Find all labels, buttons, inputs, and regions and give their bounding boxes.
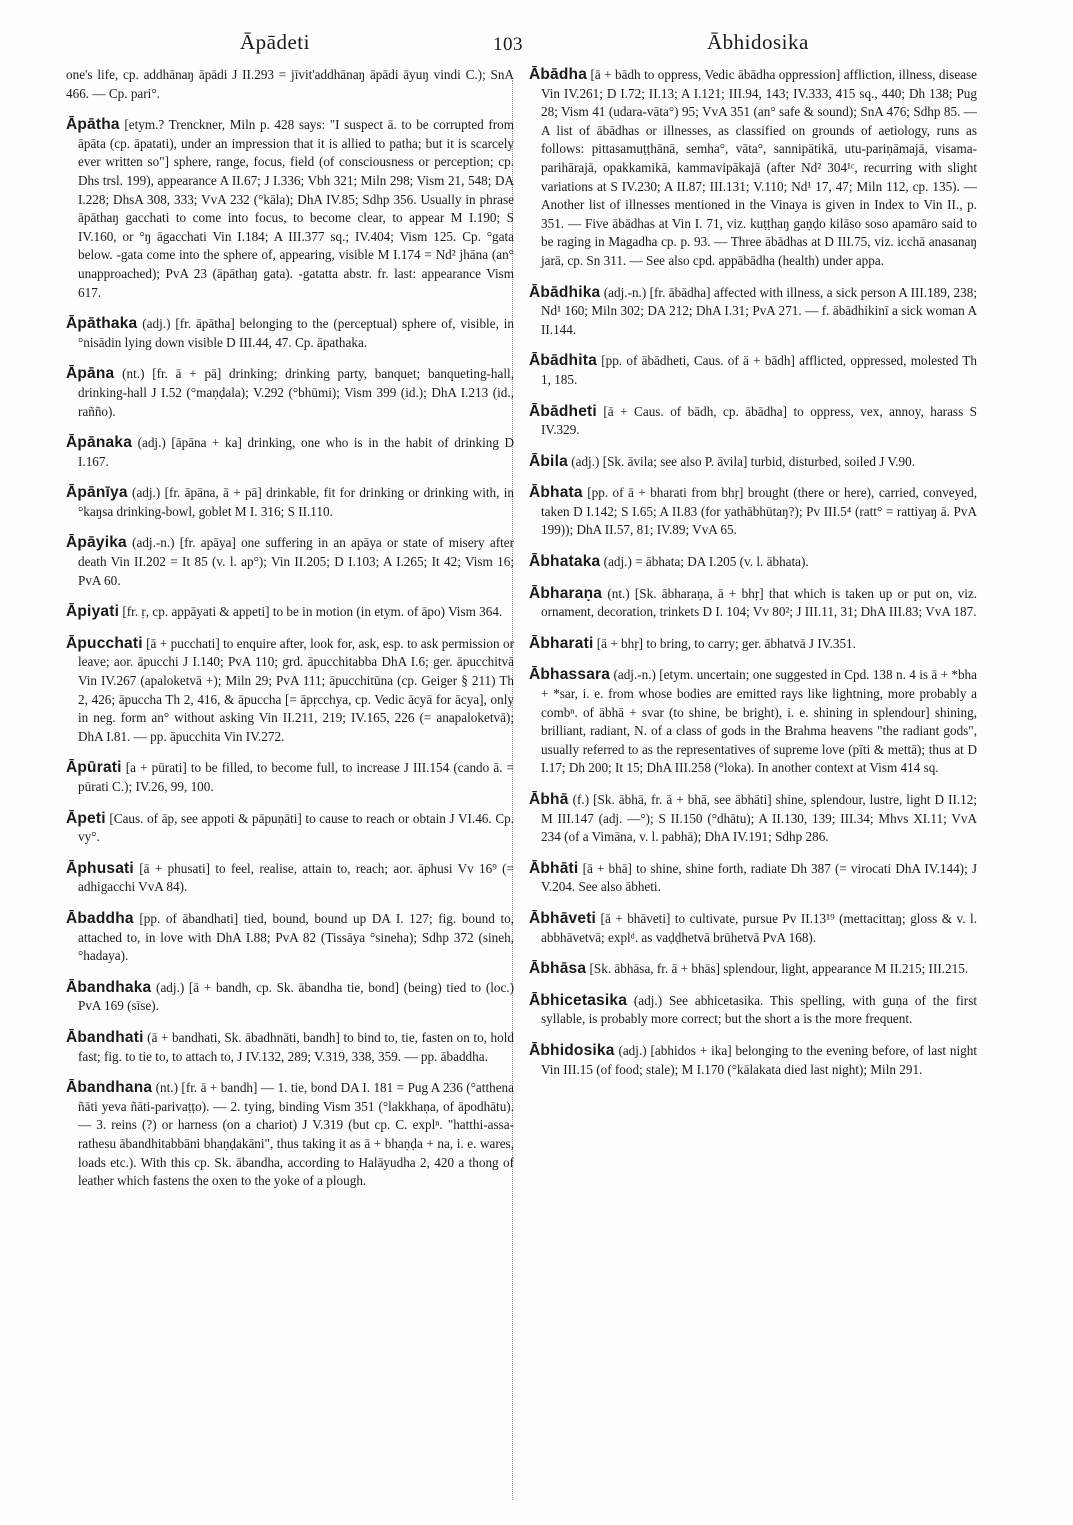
dictionary-entry bbox=[529, 992, 977, 1029]
entry-headword: Ābharati bbox=[529, 634, 594, 652]
entry-definition: [Sk. ābhāsa, fr. ā + bhās] splendour, light, appearance M II.215; III.215. bbox=[589, 961, 969, 977]
dictionary-entry bbox=[529, 284, 977, 340]
entry-definition: (adj.) [āpāna + ka] drinking, one who is in the habit of drinking D I.167. bbox=[78, 435, 515, 469]
dictionary-entry bbox=[66, 434, 514, 471]
entry-headword: Āpāna bbox=[66, 365, 115, 383]
entry-definition: [ā + bhāveti] to cultivate, pursue Pv II.13¹⁹ (mettacittaŋ; gloss & v. l. abbhāvetvā; explᵈ. as vaḍḍhetvā brūhetvā PvA 168). bbox=[541, 910, 978, 945]
entry-headword: Ābhicetasika bbox=[529, 991, 628, 1009]
entry-definition: (f.) [Sk. ābhā, fr. ā + bhā, see ābhāti] shine, splendour, lustre, light D II.12; M III.147 (adj. —°); S II.150 (°dhātu); A II.130, 139; III.34; Mhvs XI.11; VvA 234 (of a Vimāna, v. l. pabhā); DhA IV.191; Sdhp 286. bbox=[541, 792, 978, 845]
entry-headword: Ābaddha bbox=[66, 909, 134, 927]
entry-headword: Ābādheti bbox=[529, 402, 597, 420]
dictionary-entry bbox=[66, 860, 514, 897]
entry-definition: (adj.-n.) [etym. uncertain; one suggested in Cpd. 138 n. 4 is ā + *bha + *sar, i. e. from whose bodies are emitted rays like lightning, more probably a combⁿ. of ābhā + svar (to shine, be bright), i. e. shining in splendour] shining, brilliant, radiant, N. of a class of gods in the Brahma heavens "the radiant gods", usually referred to as the representatives of supreme love (pīti & mettā); thus at D I.17; Dh 200; It 15; DhA III.258 (°loka). In another context at Vism 414 sq. bbox=[541, 667, 977, 776]
dictionary-entry bbox=[66, 979, 514, 1016]
dictionary-entry bbox=[529, 635, 977, 654]
dictionary-entry bbox=[66, 810, 514, 847]
entry-definition: (nt.) [fr. ā + pā] drinking; drinking party, banquet; banqueting-hall, drinking-hall J I.52 (°maṇḍala); V.292 (°bhūmi); Vism 399 (id.); DhA I.213 (id., rañño). bbox=[78, 366, 515, 419]
entry-definition: [etym.? Trenckner, Miln p. 428 says: "I suspect ā. to be corrupted from āpāta (cp. āpatati), under an impression that it is allied to patha; but it is scarcely ever written so"] sphere, range, focus, field (of consciousness or perception; cp. Dhs trsl. 199), appearance A II.67; J I.336; Vbh 321; Miln 298; Vism 21, 548; DA I.228; DhsA 308, 333; VvA 232 (°kāla); DhA IV.85; Sdhp 356. Usually in phrase āpāthaŋ gacchati to come into focus, to become clear, to appear M I.190; S IV.160, or °ŋ āgacchati Vin I.184; A III.377 sq.; IV.404; Vism 125. Cp. °gata below. -gata come into the sphere of, appearing, visible M I.174 = Nd² jhāna (an° unapproached); PvA 23 (āpāthaŋ gata). -gatatta abstr. fr. last: appearance Vism 617. bbox=[78, 117, 515, 300]
entry-definition: (nt.) [Sk. ābharaṇa, ā + bhṛ] that which is taken up or put on, viz. ornament, decoration, trinkets D I. 104; Vv 80²; J III.11, 31; DhA III.83; VvA 187. bbox=[541, 585, 978, 620]
dictionary-entry bbox=[529, 352, 977, 389]
entry-headword: Ābandhaka bbox=[66, 978, 152, 996]
entry-headword: Ābhataka bbox=[529, 553, 601, 571]
dictionary-entry bbox=[66, 759, 514, 796]
entry-headword: Ābhata bbox=[529, 484, 583, 502]
entry-headword: Ābhassara bbox=[529, 666, 611, 684]
entry-headword: Āpāthaka bbox=[66, 315, 138, 333]
dictionary-entry bbox=[529, 860, 977, 897]
entry-definition: (adj.-n.) [fr. ābādha] affected with illness, a sick person A III.189, 238; Nd¹ 160; Miln 302; DA 212; DhA I.31; PvA 271. — f. ābādhikinī a sick woman A II.144. bbox=[541, 284, 977, 337]
entry-headword: Ābandhati bbox=[66, 1028, 144, 1046]
dictionary-entry bbox=[66, 365, 514, 421]
entry-definition: [ā + bādh to oppress, Vedic ābādha oppression] affliction, illness, disease Vin IV.261; D I.72; II.13; A I.121; III.94, 143; IV.333, 415 sq., 440; Dh 138; Pug 28; Vism 41 (udara-vāta°) 95; VvA 351 (an° safe & sound); SnA 476; Sdhp 85. — A list of ābādhas or illnesses, as classified on grounds of aetiology, runs as follows: pittasamuṭṭhānā, semha°, vāta°, sannipātikā, utu-pariṇāmajā, visama-parihārajā, opakkamikā, kammavipākajā (after Nd² 304¹ᶜ, recurring with slight variations at S IV.230; A II.87; III.131; V.110; Nd¹ 17, 47; Miln 112, cp. 135). — Another list of illnesses mentioned in the Vinaya is given in Index to Vin II., p. 351. — Five ābādhas at Vin I. 71, viz. kuṭṭhaŋ gaṇḍo kilāso soso apamāro said to be raging in Magadha cp. p. 93. — Three ābādhas at D III.75, viz. icchā anasanaŋ jarā, cp. Sn 311. — See also cpd. appābādha (health) under appa. bbox=[541, 67, 978, 268]
entry-definition: (nt.) [fr. ā + bandh] — 1. tie, bond DA I. 181 = Pug A 236 (°atthena ñāti yeva ñāti-parivaṭṭo). — 2. tying, binding Vism 351 (°lakkhaṇa, of āpodhātu). — 3. reins (?) or harness (on a chariot) J V.319 (but cp. C. explⁿ. "hatthi-assa-rathesu ābandhitabbāni bhaṇḍakāni", thus taking it as ā + bhaṇḍa + na, i. e. wares, loads etc.). With this cp. Sk. ābandha, according to Halāyudha 2, 420 a thong of leather which fastens the oxen to the yoke of a plough. bbox=[78, 1080, 515, 1189]
dictionary-entry bbox=[529, 403, 977, 440]
entry-definition: [pp. of ābandhati] tied, bound, bound up DA I. 127; fig. bound to, attached to, in love with DhA I.88; PvA 82 (Tissāya °sineha); Sdhp 372 (sineh, °hadaya). bbox=[78, 910, 515, 964]
entry-definition: [ā + bhā] to shine, shine forth, radiate Dh 387 (= virocati DhA IV.144); J V.204. See also ābheti. bbox=[541, 860, 978, 895]
entry-definition: [ā + Caus. of bādh, cp. ābādha] to oppress, vex, annoy, harass S IV.329. bbox=[541, 403, 978, 438]
header-left-guideword: Āpādeti bbox=[240, 30, 310, 54]
entry-headword: Ābhāsa bbox=[529, 960, 587, 978]
dictionary-entry bbox=[529, 585, 977, 622]
dictionary-entry bbox=[529, 666, 977, 778]
entry-headword: Ābādhika bbox=[529, 283, 601, 301]
entry-headword: Āpūrati bbox=[66, 759, 122, 777]
dictionary-entry bbox=[529, 910, 977, 947]
entry-headword: Ābādhita bbox=[529, 352, 597, 370]
continuation-text: one's life, cp. addhānaŋ āpādi J II.293 = jīvit'addhānaŋ āpādi āyuŋ vindi C.); SnA 466. — Cp. pari°. bbox=[66, 67, 514, 101]
dictionary-entry bbox=[66, 315, 514, 352]
right-column bbox=[529, 66, 977, 1092]
entry-definition: [pp. of ā + bharati from bhṛ] brought (there or here), carried, conveyed, taken D I.142; S I.65; A II.83 (for yathābhūtaŋ?); Pv III.5⁴ (ratt° = rattiyaŋ ā. PvA 199)); DhA II.57, 81; IV.89; VvA 65. bbox=[541, 485, 978, 538]
dictionary-entry bbox=[66, 635, 514, 747]
entry-headword: Ābādha bbox=[529, 66, 588, 83]
entry-headword: Ābandhana bbox=[66, 1079, 153, 1097]
page-header bbox=[55, 28, 993, 58]
entry-headword: Ābhāveti bbox=[529, 909, 597, 927]
dictionary-entry bbox=[529, 66, 977, 271]
entry-headword: Āpiyati bbox=[66, 603, 120, 621]
page-number: 103 bbox=[493, 34, 523, 55]
dictionary-entry bbox=[66, 910, 514, 966]
entry-definition: (adj.-n.) [fr. apāya] one suffering in an apāya or state of misery after death Vin II.202 = It 85 (v. l. ap°); Vin II.205; D I.103; A I.265; It 42; Vism 16; PvA 60. bbox=[78, 535, 514, 588]
entry-definition: [ā + pucchati] to enquire after, look for, ask, esp. to ask permission or leave; aor. āpucchi J I.140; PvA 110; grd. āpucchitabba DhA I.6; ger. āpucchitvā Vin IV.267 (apaloketvā +); Miln 29; PvA 111; āpucchitūna (cp. Geiger § 211) Th 2, 426; āpuccha Th 2, 416, & āpuccha [= āpṛcchya, cp. Vedic ācyā for ācya], only in neg. form an° without asking Vin II.211, 219; IV.165, 226 (= anapaloketvā); DhA I.81. — pp. āpucchita Vin IV.272. bbox=[78, 635, 515, 744]
entry-definition: (adj.) [fr. āpātha] belonging to the (perceptual) sphere of, visible, in °nisādin lying down visible D III.44, 47. Cp. āpathaka. bbox=[78, 316, 515, 350]
entry-definition: (adj.) = ābhata; DA I.205 (v. l. ābhata). bbox=[603, 554, 809, 570]
entry-definition: [fr. ṛ, cp. appāyati & appeti] to be in motion (in etym. of āpo) Vism 364. bbox=[122, 604, 503, 620]
entry-headword: Āpāyika bbox=[66, 534, 127, 552]
dictionary-entry bbox=[66, 116, 514, 302]
dictionary-entry bbox=[529, 553, 977, 572]
entry-headword: Ābhā bbox=[529, 791, 569, 808]
dictionary-entry bbox=[529, 484, 977, 540]
dictionary-entry bbox=[529, 453, 977, 472]
entry-definition: (adj.) [Sk. āvila; see also P. āvila] turbid, disturbed, soiled J V.90. bbox=[571, 453, 916, 469]
dictionary-entry bbox=[66, 1079, 514, 1191]
header-right-guideword: Ābhidosika bbox=[707, 30, 809, 54]
entry-headword: Ābhāti bbox=[529, 859, 579, 877]
entry-definition: [pp. of ābādheti, Caus. of ā + bādh] afflicted, oppressed, molested Th 1, 185. bbox=[541, 353, 978, 387]
dictionary-entry bbox=[66, 534, 514, 590]
dictionary-entry bbox=[529, 1042, 977, 1079]
entry-headword: Āpānaka bbox=[66, 434, 133, 452]
left-column bbox=[66, 66, 514, 1204]
entry-headword: Ābhidosika bbox=[529, 1041, 615, 1059]
entry-definition: (adj.) See abhicetasika. This spelling, with guṇa of the first syllable, is probably more correct; but the short a is the more frequent. bbox=[541, 992, 977, 1027]
entry-headword: Āpānīya bbox=[66, 484, 128, 502]
dictionary-entry bbox=[66, 1029, 514, 1066]
entry-headword: Āphusati bbox=[66, 859, 134, 877]
dictionary-entry bbox=[529, 791, 977, 847]
entry-definition: [ā + phusati] to feel, realise, attain to, reach; aor. āphusi Vv 16⁹ (= adhigacchi VvA 84). bbox=[78, 860, 514, 895]
entry-headword: Ābila bbox=[529, 452, 568, 470]
entry-headword: Ābharaṇa bbox=[529, 584, 603, 602]
entry-definition: (adj.) [fr. āpāna, ā + pā] drinkable, fit for drinking or drinking with, in °kaŋsa drinking-bowl, goblet M I. 316; S II.110. bbox=[78, 485, 515, 519]
entry-definition: [a + pūrati] to be filled, to become full, to increase J III.154 (cando ā. = pūrati C.); IV.26, 99, 100. bbox=[78, 760, 514, 794]
dictionary-entry bbox=[66, 603, 514, 622]
entry-headword: Āpeti bbox=[66, 809, 106, 827]
entry-headword: Āpātha bbox=[66, 116, 120, 134]
dictionary-entry bbox=[66, 484, 514, 521]
dictionary-entry bbox=[529, 960, 977, 979]
entry-definition: (ā + bandhati, Sk. ābadhnāti, bandh] to bind to, tie, fasten on to, hold fast; fig. to tie to, to attach to, J IV.132, 289; V.319, 338, 359. — pp. ābaddha. bbox=[78, 1029, 515, 1064]
entry-definition: [Caus. of āp, see appoti & pāpuṇāti] to cause to reach or obtain J VI.46. Cp. vy°. bbox=[78, 810, 515, 845]
entry-definition: (adj.) [ā + bandh, cp. Sk. ābandha tie, bond] (being) tied to (loc.) PvA 169 (sīse). bbox=[78, 979, 515, 1014]
entry-definition: [ā + bhṛ] to bring, to carry; ger. ābhatvā J IV.351. bbox=[596, 635, 856, 651]
entry-headword: Āpucchati bbox=[66, 634, 143, 652]
entry-definition: (adj.) [abhidos + ika] belonging to the evening before, of last night Vin III.15 (of food; stale); M I.170 (°kālakata died last night); Miln 291. bbox=[541, 1042, 977, 1077]
